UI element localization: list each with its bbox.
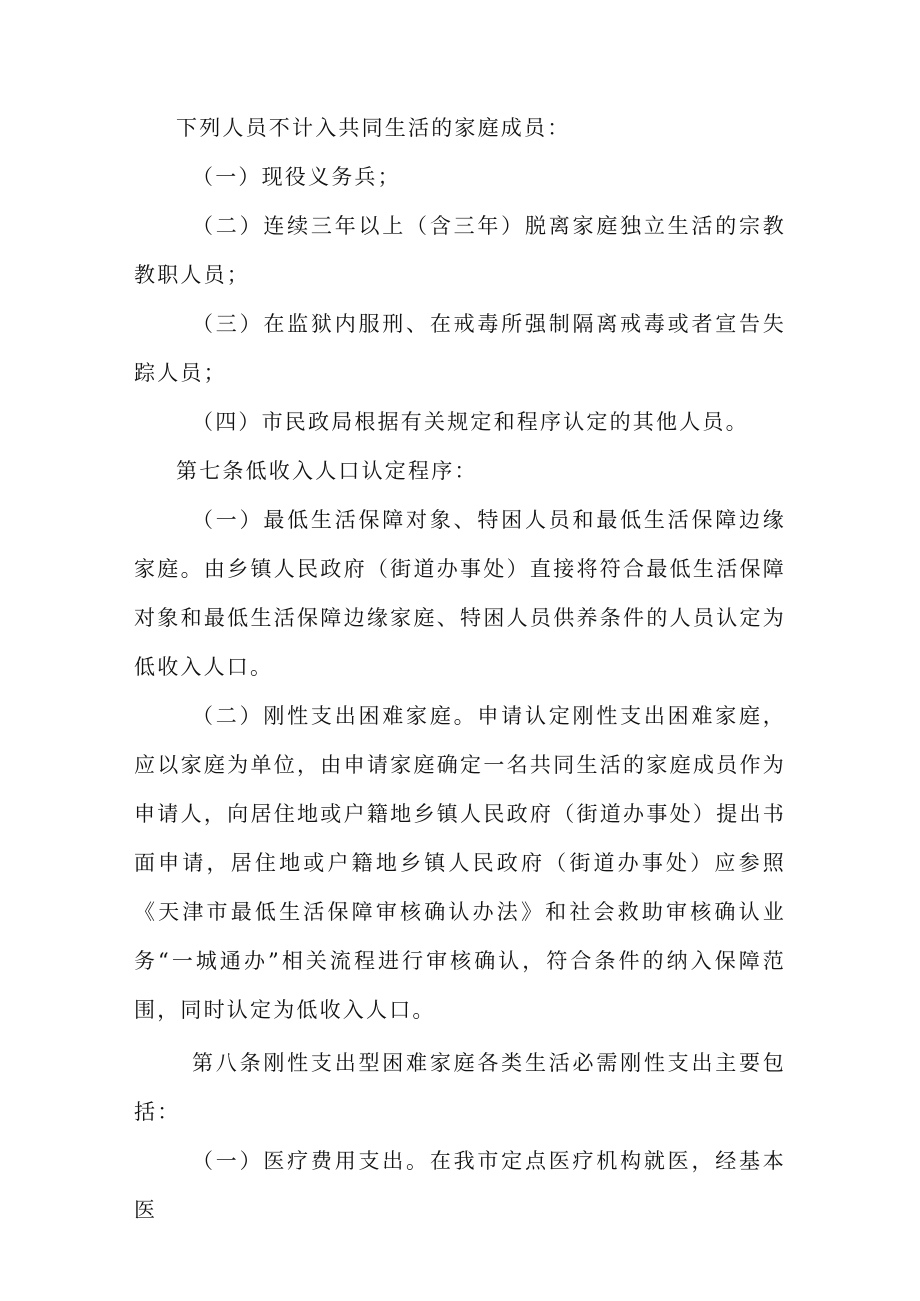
paragraph-article-7-item-1: （一）最低生活保障对象、特困人员和最低生活保障边缘家庭。由乡镇人民政府（街道办事处）直接将符合最低生活保障对象和最低生活保障边缘家庭、特困人员供养条件的人员认定为低收入人口。: [134, 508, 786, 679]
paragraph-excluded-members-intro: 下列人员不计入共同生活的家庭成员：: [176, 116, 571, 140]
paragraph-item-2-religious-staff: （二）连续三年以上（含三年）脱离家庭独立生活的宗教教职人员；: [134, 214, 786, 287]
paragraph-article-8-heading: 第八条刚性支出型困难家庭各类生活必需刚性支出主要包括：: [134, 1051, 786, 1124]
paragraph-item-3-prisoners: （三）在监狱内服刑、在戒毒所强制隔离戒毒或者宣告失踪人员；: [134, 312, 786, 385]
paragraph-item-1-conscripts: （一）现役义务兵；: [192, 165, 401, 189]
paragraph-item-4-other: （四）市民政局根据有关规定和程序认定的其他人员。: [192, 410, 749, 434]
paragraph-article-8-item-1: （一）医疗费用支出。在我市定点医疗机构就医，经基本医: [134, 1149, 786, 1222]
paragraph-article-7-item-2: （二）刚性支出困难家庭。申请认定刚性支出困难家庭，应以家庭为单位，由申请家庭确定一名共同生活的家庭成员作为申请人，向居住地或户籍地乡镇人民政府（街道办事处）提出书面申请，居住地或户籍地乡镇人民政府（街道办事处）应参照《天津市最低生活保障审核确认办法》和社会救助审核确认业务“一城通办”相关流程进行审核确认，符合条件的纳入保障范围，同时认定为低收入人口。: [134, 704, 786, 1022]
document-body: [134, 104, 786, 1235]
paragraph-article-7-heading: 第七条低收入人口认定程序：: [176, 459, 478, 483]
